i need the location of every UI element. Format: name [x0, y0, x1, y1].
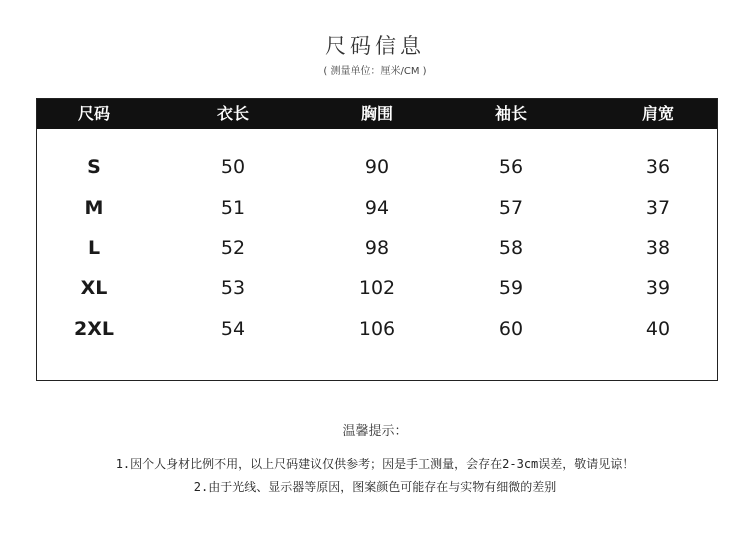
header-size: 尺码	[77, 104, 110, 123]
cell-length: 50	[220, 156, 246, 178]
cell-shoulder: 40	[645, 318, 671, 340]
cell-sleeve: 60	[498, 318, 524, 340]
cell-shoulder: 36	[645, 156, 671, 178]
table-row	[37, 152, 717, 182]
table-header-row	[37, 99, 717, 129]
cell-chest: 90	[364, 156, 390, 178]
header-shoulder: 肩宽	[641, 104, 674, 123]
cell-size: S	[87, 156, 101, 178]
table-row	[37, 233, 717, 263]
table-row	[37, 193, 717, 223]
cell-shoulder: 38	[645, 237, 671, 259]
header-length: 衣长	[216, 104, 249, 123]
cell-size: M	[84, 197, 104, 219]
cell-chest: 106	[358, 318, 396, 340]
cell-size: L	[87, 237, 101, 259]
cell-sleeve: 58	[498, 237, 524, 259]
header-sleeve: 袖长	[494, 104, 527, 123]
cell-shoulder: 39	[645, 277, 671, 299]
cell-length: 52	[220, 237, 246, 259]
cell-sleeve: 57	[498, 197, 524, 219]
cell-length: 54	[220, 318, 246, 340]
cell-shoulder: 37	[645, 197, 671, 219]
cell-sleeve: 56	[498, 156, 524, 178]
cell-size: XL	[80, 277, 108, 299]
page-title: 尺码信息	[325, 34, 425, 58]
cell-chest: 102	[358, 277, 396, 299]
tip-line: 2.由于光线、显示器等原因，图案颜色可能存在与实物有细微的差别	[193, 480, 557, 494]
tip-line: 1.因个人身材比例不用，以上尺码建议仅供参考；因是手工测量，会存在2-3cm误差，敬请见谅！	[115, 457, 635, 471]
cell-length: 53	[220, 277, 246, 299]
cell-chest: 94	[364, 197, 390, 219]
cell-length: 51	[220, 197, 246, 219]
tips-title: 温馨提示：	[342, 424, 408, 439]
cell-size: 2XL	[74, 318, 114, 340]
table-row	[37, 314, 717, 344]
header-chest: 胸围	[360, 104, 393, 123]
cell-sleeve: 59	[498, 277, 524, 299]
size-table	[36, 98, 718, 381]
measurement-unit-note: ( 测量单位：厘米/CM )	[323, 66, 427, 77]
cell-chest: 98	[364, 237, 390, 259]
table-row	[37, 273, 717, 303]
